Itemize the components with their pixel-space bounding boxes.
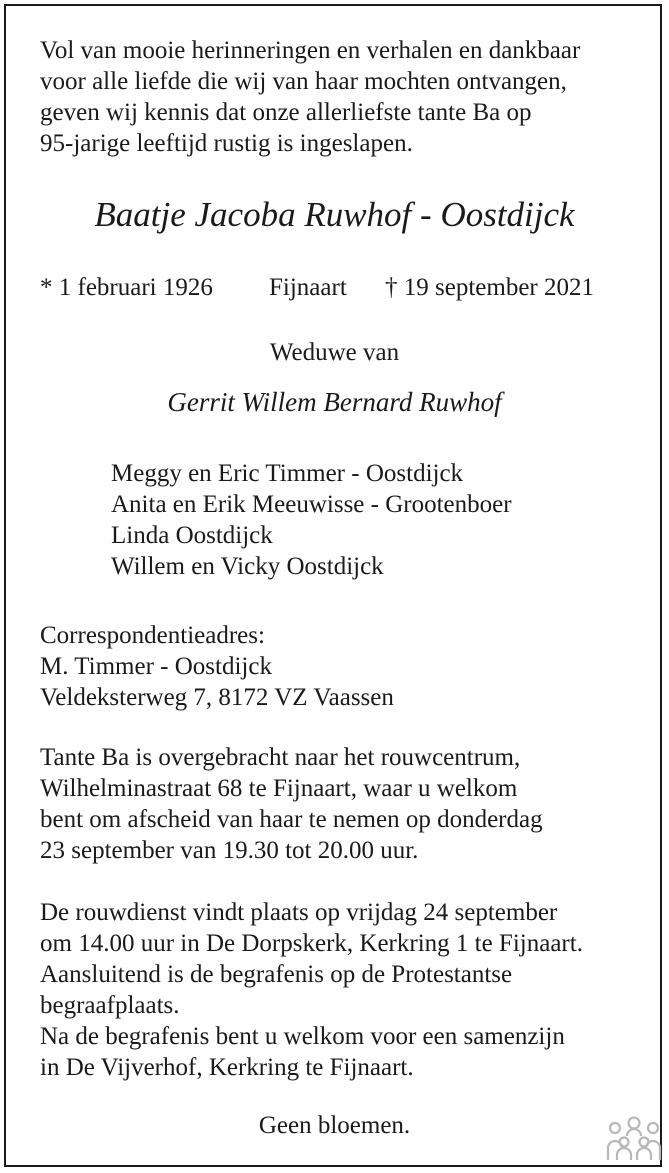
birth-date: * 1 februari 1926 — [40, 274, 213, 301]
visitation-line-3: bent om afscheid van haar te nemen op donderdag — [40, 806, 543, 833]
service-line-1: De rouwdienst vindt plaats op vrijdag 24 september — [40, 899, 558, 926]
correspondence-address: Veldeksterweg 7, 8172 VZ Vaassen — [40, 684, 394, 711]
family-line-2: Anita en Erik Meeuwisse - Grootenboer — [111, 491, 512, 518]
intro-line-1: Vol van mooie herinneringen en verhalen en dankbaar — [40, 37, 581, 64]
service-line-6: in De Vijverhof, Kerkring te Fijnaart. — [40, 1054, 414, 1081]
visitation-line-4: 23 september van 19.30 tot 20.00 uur. — [40, 837, 419, 864]
people-group-icon — [605, 1114, 663, 1164]
service-line-5: Na de begrafenis bent u welkom voor een samenzijn — [40, 1023, 565, 1050]
widow-label: Weduwe van — [269, 339, 400, 366]
death-date: † 19 september 2021 — [385, 274, 594, 301]
service-line-2: om 14.00 uur in De Dorpskerk, Kerkring 1 te Fijnaart. — [40, 930, 583, 957]
closing-text: Geen bloemen. — [258, 1112, 411, 1139]
intro-line-3: geven wij kennis dat onze allerliefste tante Ba op — [40, 99, 532, 126]
intro-line-2: voor alle liefde die wij van haar mochten ontvangen, — [40, 68, 567, 95]
family-line-1: Meggy en Eric Timmer - Oostdijck — [111, 460, 464, 487]
visitation-line-1: Tante Ba is overgebracht naar het rouwcentrum, — [40, 744, 521, 771]
spouse-name: Gerrit Willem Bernard Ruwhof — [167, 387, 502, 417]
visitation-line-2: Wilhelminastraat 68 te Fijnaart, waar u welkom — [40, 775, 518, 802]
correspondence-name: M. Timmer - Oostdijck — [40, 653, 272, 680]
service-line-3: Aansluitend is de begrafenis op de Protestantse — [40, 961, 513, 988]
place: Fijnaart — [269, 274, 347, 301]
intro-line-4: 95-jarige leeftijd rustig is ingeslapen. — [40, 130, 413, 157]
deceased-name: Baatje Jacoba Ruwhof - Oostdijck — [94, 195, 575, 234]
correspondence-label: Correspondentieadres: — [40, 622, 265, 649]
family-line-3: Linda Oostdijck — [111, 522, 273, 549]
service-line-4: begraafplaats. — [40, 992, 180, 1019]
family-line-4: Willem en Vicky Oostdijck — [111, 553, 384, 580]
